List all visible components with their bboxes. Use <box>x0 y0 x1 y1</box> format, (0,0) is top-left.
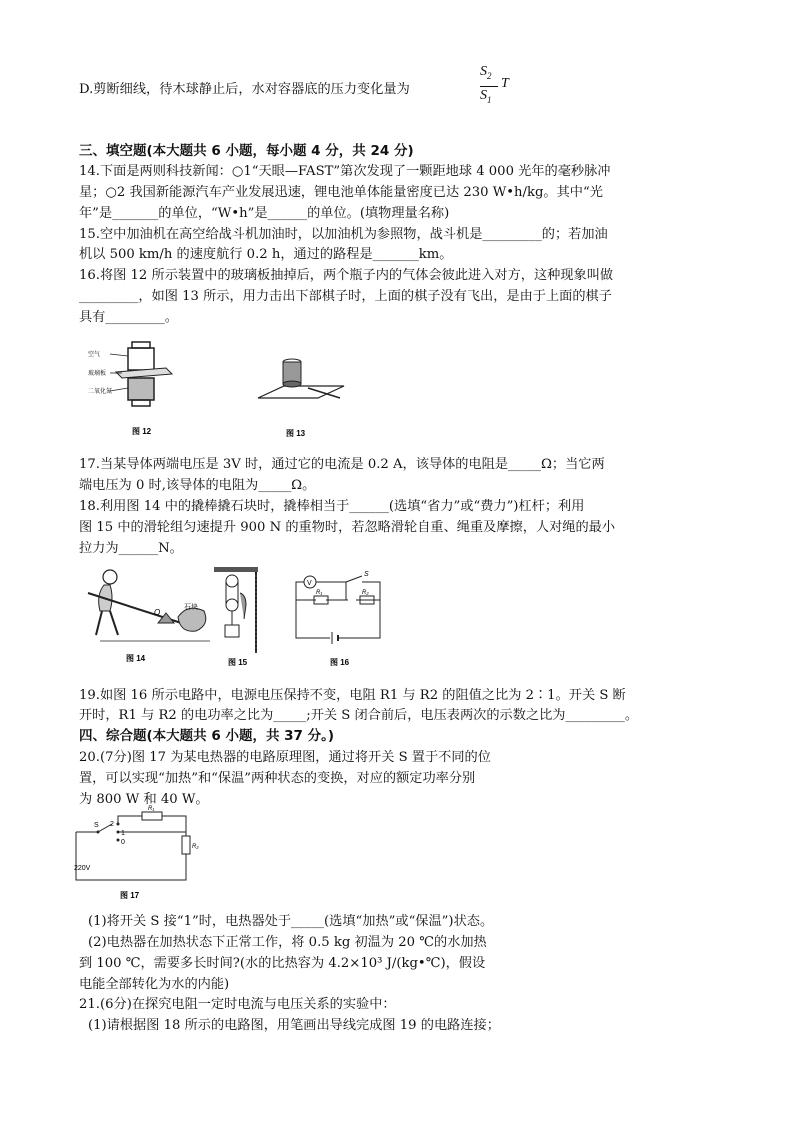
q21-line1: 21.(6分)在探究电阻一定时电流与电压关系的实验中： <box>79 997 396 1012</box>
q18-line1: 18.利用图 14 中的撬棒撬石块时，撬棒相当于______(选填“省力”或“费力”)杠杆；利用 <box>79 499 585 514</box>
fig17-label-v: 220V <box>74 865 91 872</box>
figure-15 <box>210 565 265 670</box>
section-3-heading: 三、填空题(本大题共 6 小题，每小题 4 分，共 24 分) <box>79 143 414 159</box>
fig17-label-s: S <box>94 822 99 829</box>
figure-17 <box>70 806 200 904</box>
q17-line1: 17.当某导体两端电压是 3V 时，通过它的电流是 0.2 A，该导体的电阻是_____Ω；当它两 <box>79 457 605 472</box>
fig16-label-r1: R₁ <box>316 590 323 596</box>
q15-line2: 机以 500 km/h 的速度航行 0.2 h，通过的路程是_______km。 <box>79 247 453 262</box>
fig16-label-v: V <box>307 580 312 587</box>
fig14-label-o: O <box>154 608 161 617</box>
fig16-label-r2: R₂ <box>362 590 369 596</box>
q16-line3: 具有_________。 <box>79 310 178 325</box>
q19-line1: 19.如图 16 所示电路中，电源电压保持不变，电阻 R1 与 R2 的阻值之比为 2∶1。开关 S 断 <box>79 688 626 703</box>
formula-num: S <box>480 64 487 79</box>
figure-13 <box>248 350 348 440</box>
fig16-label-s: S <box>364 571 369 578</box>
fig13-caption: 图 13 <box>286 429 306 438</box>
q18-line3: 拉力为______N。 <box>79 541 183 556</box>
formula-fraction <box>480 64 520 112</box>
q21-line2: (1)请根据图 18 所示的电路图，用笔画出导线完成图 19 的电路连接； <box>88 1018 500 1033</box>
fig17-label-0: 0 <box>121 839 125 846</box>
q14-line3: 年”是_______的单位，“W•h”是______的单位。(填物理量名称) <box>79 206 450 221</box>
fig12-caption: 图 12 <box>132 427 152 436</box>
fig17-label-r2: R₂ <box>192 844 199 850</box>
fig14-label-stone: 石块 <box>184 604 198 611</box>
figure-14 <box>80 565 220 665</box>
fig17-caption: 图 17 <box>120 891 140 900</box>
formula-den-sub: 1 <box>487 94 492 105</box>
fig12-label-glass: 玻璃板 <box>88 371 107 377</box>
fig14-caption: 图 14 <box>126 654 146 663</box>
q20-line1: 20.(7分)图 17 为某电热器的电路原理图，通过将开关 S 置于不同的位 <box>79 750 491 765</box>
option-d-text: D.剪断细线，待木球静止后，水对容器底的压力变化量为 <box>79 82 410 97</box>
section-4-heading: 四、综合题(本大题共 6 小题，共 37 分。) <box>79 728 335 744</box>
q14-line2: 星；○2 我国新能源汽车产业发展迅速，锂电池单体能量密度已达 230 W•h/kg。其中“光 <box>79 185 603 200</box>
q20-part2-line1: (2)电热器在加热状态下正常工作，将 0.5 kg 初温为 20 ℃的水加热 <box>88 935 487 950</box>
q17-line2: 端电压为 0 时,该导体的电阻为_____Ω。 <box>79 478 316 493</box>
q15-line1: 15.空中加油机在高空给战斗机加油时，以加油机为参照物，战斗机是_________的；若加油 <box>79 227 608 242</box>
formula-den: S <box>480 88 487 103</box>
formula-var: T <box>501 76 509 91</box>
q19-line2: 开时，R1 与 R2 的电功率之比为_____;开关 S 闭合前后，电压表两次的示数之比为_________。 <box>79 708 639 723</box>
q14-line1: 14.下面是两则科技新闻：○1“天眼—FAST”第次发现了一颗距地球 4 000 光年的毫秒脉冲 <box>79 164 611 179</box>
figure-16 <box>290 570 390 670</box>
q18-line2: 图 15 中的滑轮组匀速提升 900 N 的重物时，若忽略滑轮自重、绳重及摩擦，人对绳的最小 <box>79 520 616 535</box>
q20-part2-line3: 电能全部转化为水的内能) <box>79 977 230 992</box>
q20-line2: 置，可以实现“加热”和“保温”两种状态的变换，对应的额定功率分别 <box>79 771 476 786</box>
fig17-label-1: 1 <box>121 830 125 837</box>
q16-line2: _________，如图 13 所示，用力击出下部棋子时，上面的棋子没有飞出，是由于上面的棋子 <box>79 289 612 304</box>
q20-part2-line2: 到 100 ℃，需要多长时间?(水的比热容为 4.2×10³ J/(kg•℃)，假设 <box>79 956 486 971</box>
fig17-label-2: 2 <box>110 821 114 828</box>
q20-line3: 为 800 W 和 40 W。 <box>79 792 209 807</box>
fig17-label-r1: R₁ <box>148 806 155 812</box>
fig15-caption: 图 15 <box>228 658 248 667</box>
q20-part1: (1)将开关 S 接“1”时，电热器处于_____(选填“加热”或“保温”)状态。 <box>88 914 494 929</box>
formula-num-sub: 2 <box>487 70 492 81</box>
fig16-caption: 图 16 <box>330 658 350 667</box>
q16-line1: 16.将图 12 所示装置中的玻璃板抽掉后，两个瓶子内的气体会彼此进入对方，这种现象叫做 <box>79 268 614 283</box>
figure-12 <box>88 338 178 440</box>
fig12-label-air: 空气 <box>88 352 101 358</box>
fig12-label-gas: 二氧化氮 <box>88 389 113 395</box>
